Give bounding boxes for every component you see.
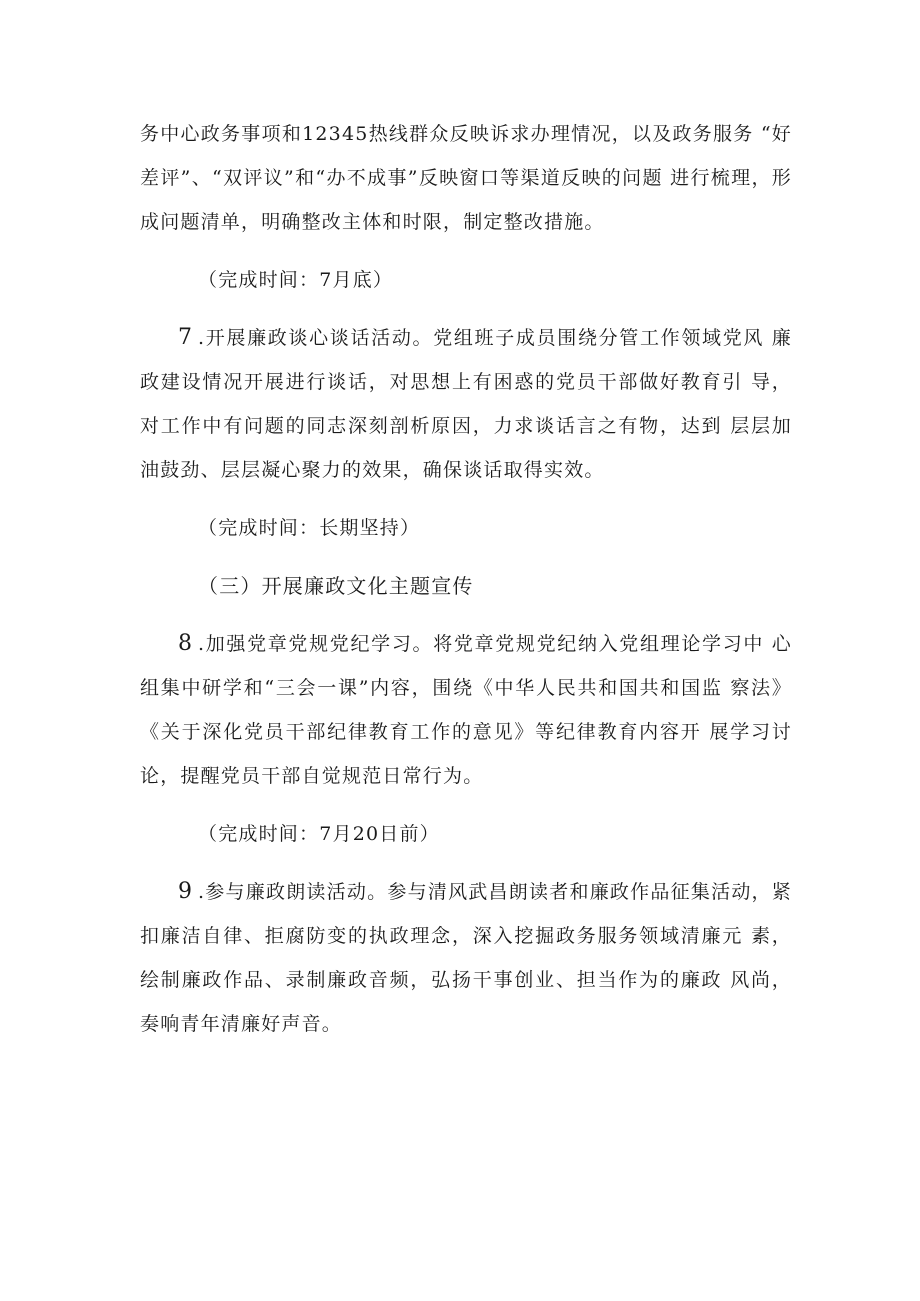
item-7-number: 7 [178,325,198,350]
completion-time-2: （完成时间：长期坚持） [198,517,421,539]
paragraph-continuation: 务中心政务事项和12345热线群众反映诉求办理情况，以及政务服务 “好差评”、“双评议”和“办不成事”反映窗口等渠道反映的问题 进行梳理，形成问题清单，明确整改主体和时限，制定整改措施。 [140,123,792,233]
item-9 [140,870,792,1046]
item-8-text: .加强党章党规党纪学习。将党章党规党纪纳入党组理论学习中 心组集中研学和“三会一课”内容，围绕《中华人民共和国共和国监 察法》《关于深化党员干部纪律教育工作的意见》等纪律教育内容开 展学习讨论，提醒党员干部自觉规范日常行为。 [140,633,792,787]
section-heading-3: （三）开展廉政文化主题宣传 [198,574,474,598]
completion-time-3: （完成时间：7月20日前） [198,823,440,845]
item-8 [140,622,792,798]
item-9-number: 9 [178,879,198,904]
item-7-text: .开展廉政谈心谈话活动。党组班子成员围绕分管工作领域党风 廉政建设情况开展进行谈话，对思想上有困惑的党员干部做好教育引 导，对工作中有问题的同志深刻剖析原因，力求谈话言之有物，达到 层层加油鼓劲、层层凝心聚力的效果，确保谈话取得实效。 [140,327,792,481]
completion-time-1: （完成时间：7月底） [198,269,394,291]
document-body [140,112,792,1060]
item-7 [140,316,792,492]
item-9-text: .参与廉政朗读活动。参与清风武昌朗读者和廉政作品征集活动，紧扣廉洁自律、拒腐防变的执政理念，深入挖掘政务服务领域清廉元 素，绘制廉政作品、录制廉政音频，弘扬干事创业、担当作为的廉政 风尚，奏响青年清廉好声音。 [140,881,792,1035]
item-8-number: 8 [178,631,198,656]
